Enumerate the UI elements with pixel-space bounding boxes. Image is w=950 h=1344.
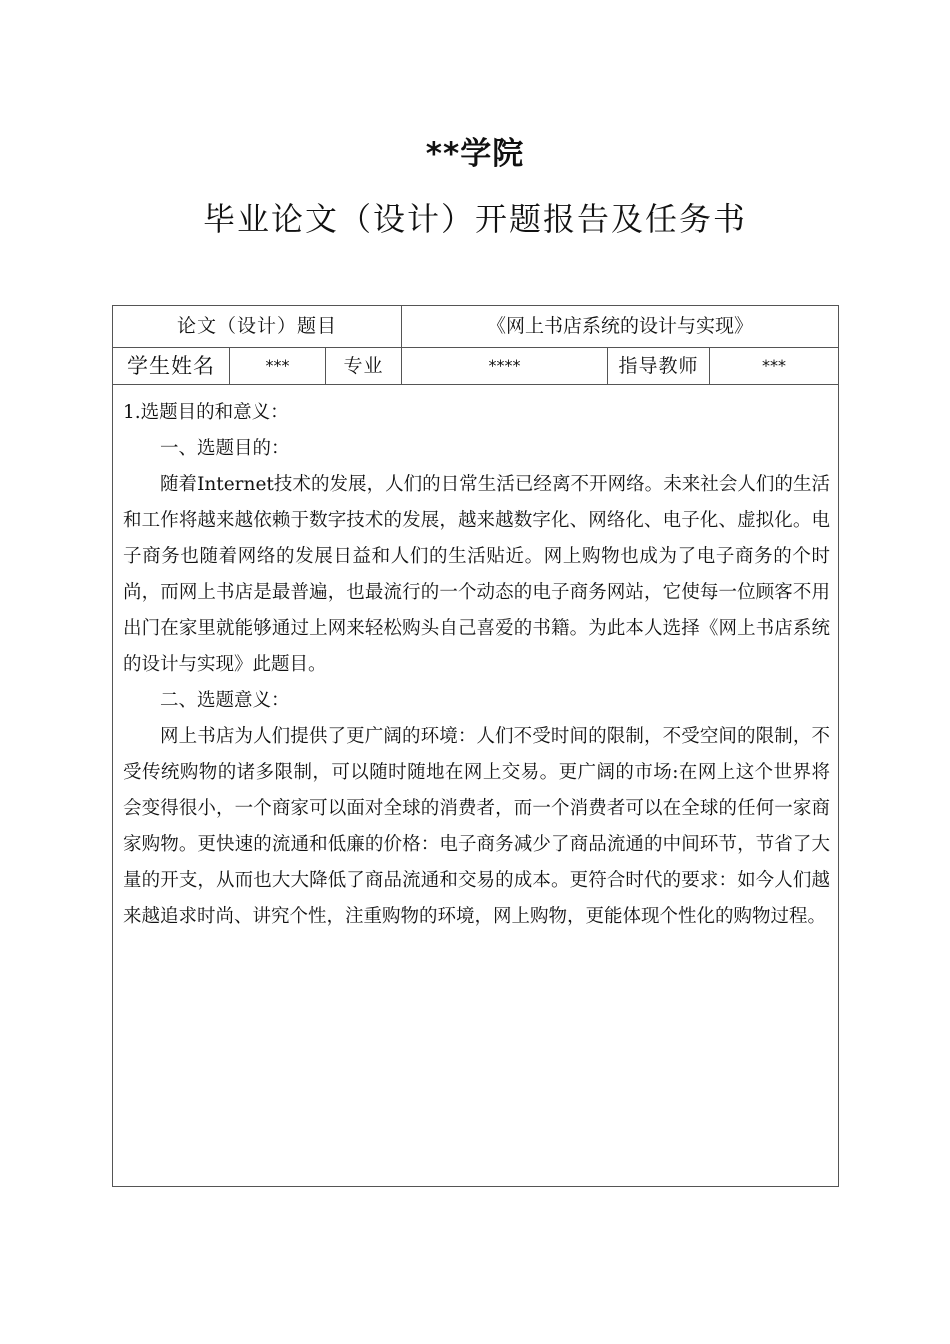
topic-row xyxy=(113,306,839,348)
student-name-value: *** xyxy=(230,348,326,385)
document-title: 毕业论文（设计）开题报告及任务书 xyxy=(202,200,747,238)
section-heading: 1.选题目的和意义： xyxy=(123,402,289,423)
advisor-label: 指导教师 xyxy=(608,348,710,385)
major-label: 专业 xyxy=(326,348,402,385)
student-name-label: 学生姓名 xyxy=(113,348,230,385)
proposal-form-table xyxy=(112,305,839,1187)
school-name: **学院 xyxy=(425,136,525,172)
meaning-paragraph: 网上书店为人们提供了更广阔的环境：人们不受时间的限制，不受空间的限制，不受传统购物的诸多限制，可以随时随地在网上交易。更广阔的市场:在网上这个世界将会变得很小，一个商家可以面对全球的消费者，而一个消费者可以在全球的任何一家商家购物。更快速的流通和低廉的价格：电子商务减少了商品流通的中间环节，节省了大量的开支，从而也大大降低了商品流通和交易的成本。更符合时代的要求：如今人们越来越追求时尚、讲究个性，注重购物的环境，网上购物，更能体现个性化的购物过程。 xyxy=(123,726,831,927)
purpose-heading: 一、选题目的： xyxy=(160,438,290,459)
student-info-row xyxy=(113,348,839,385)
topic-value: 《网上书店系统的设计与实现》 xyxy=(402,306,839,348)
advisor-value: *** xyxy=(710,348,839,385)
purpose-paragraph: 随着Internet技术的发展，人们的日常生活已经离不开网络。未来社会人们的生活和工作将越来越依赖于数字技术的发展，越来越数字化、网络化、电子化、虚拟化。电子商务也随着网络的发展日益和人们的生活贴近。网上购物也成为了电子商务的个时尚，而网上书店是最普遍，也最流行的一个动态的电子商务网站，它使每一位顾客不用出门在家里就能够通过上网来轻松购头自己喜爱的书籍。为此本人选择《网上书店系统的设计与实现》此题目。 xyxy=(123,474,831,675)
topic-label: 论文（设计）题目 xyxy=(113,306,402,348)
content-cell xyxy=(113,385,839,1187)
major-value: **** xyxy=(402,348,608,385)
meaning-heading: 二、选题意义： xyxy=(160,690,290,711)
content-row xyxy=(113,385,839,1187)
